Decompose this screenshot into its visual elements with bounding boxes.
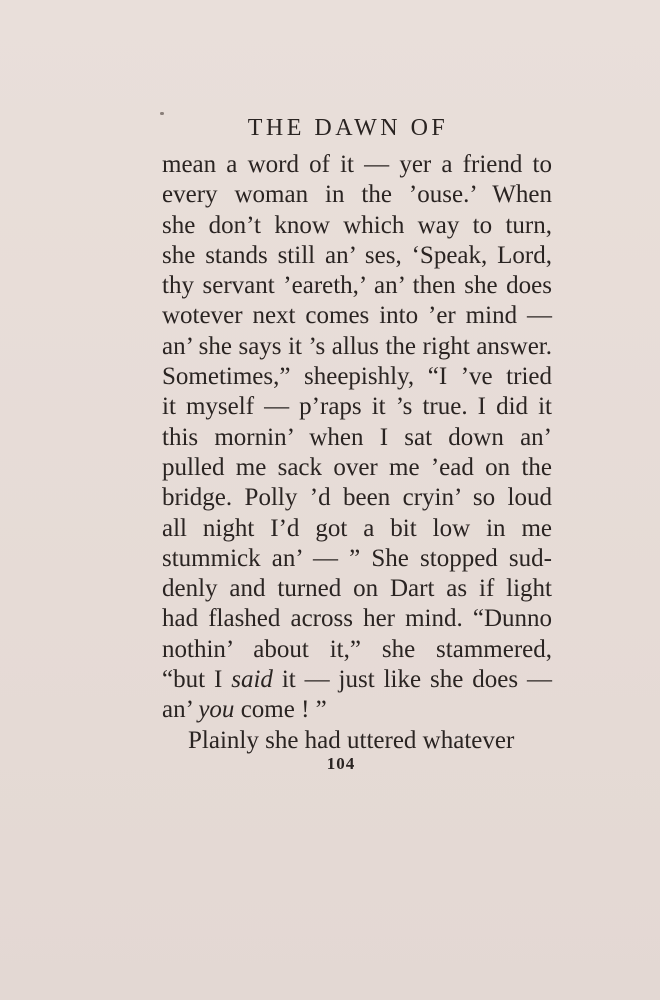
text-line: pulled me sack over me ’ead on the [162, 453, 552, 481]
text-line: she don’t know which way to turn, [162, 211, 552, 239]
text-line: every woman in the ’ouse.’ When [162, 181, 552, 209]
text-line: wotever next comes into ’er mind — [162, 302, 552, 330]
page-number: 104 [326, 754, 356, 773]
text-line: Sometimes,” sheepishly, “I ’ve tried [162, 363, 552, 391]
text-line: denly and turned on Dart as if light [162, 575, 552, 603]
text-line: it myself — p’raps it ’s true. I did it [162, 393, 552, 421]
running-head: THE DAWN OF [247, 115, 449, 141]
text-line: she stands still an’ ses, ‘Speak, Lord, [162, 241, 552, 269]
text-line [162, 695, 552, 725]
italic-word: said [231, 666, 273, 694]
text-run: “but I [162, 666, 232, 694]
text-run: it — just like she does — [272, 666, 552, 694]
text-line: had flashed across her mind. “Dunno [162, 605, 552, 633]
text-line: bridge. Polly ’d been cryin’ so loud [162, 484, 552, 512]
italic-word: you [198, 696, 235, 724]
paragraph-first-line: Plainly she had uttered whatever [188, 726, 515, 754]
text-line: all night I’d got a bit low in me [162, 514, 552, 542]
text-line: mean a word of it — yer a friend to [162, 151, 552, 178]
text-line: stummick an’ — ” She stopped sud- [162, 544, 552, 572]
text-line: an’ she says it ’s allus the right answer. [162, 332, 552, 360]
text-line: this mornin’ when I sat down an’ [162, 423, 552, 451]
text-run: come ! ” [234, 696, 327, 724]
text-line: thy servant ’eareth,’ an’ then she does [162, 272, 552, 300]
text-line: nothin’ about it,” she stammered, [162, 635, 552, 663]
text-line [162, 665, 552, 695]
text-run: an’ [162, 696, 199, 724]
body-text [162, 150, 552, 756]
